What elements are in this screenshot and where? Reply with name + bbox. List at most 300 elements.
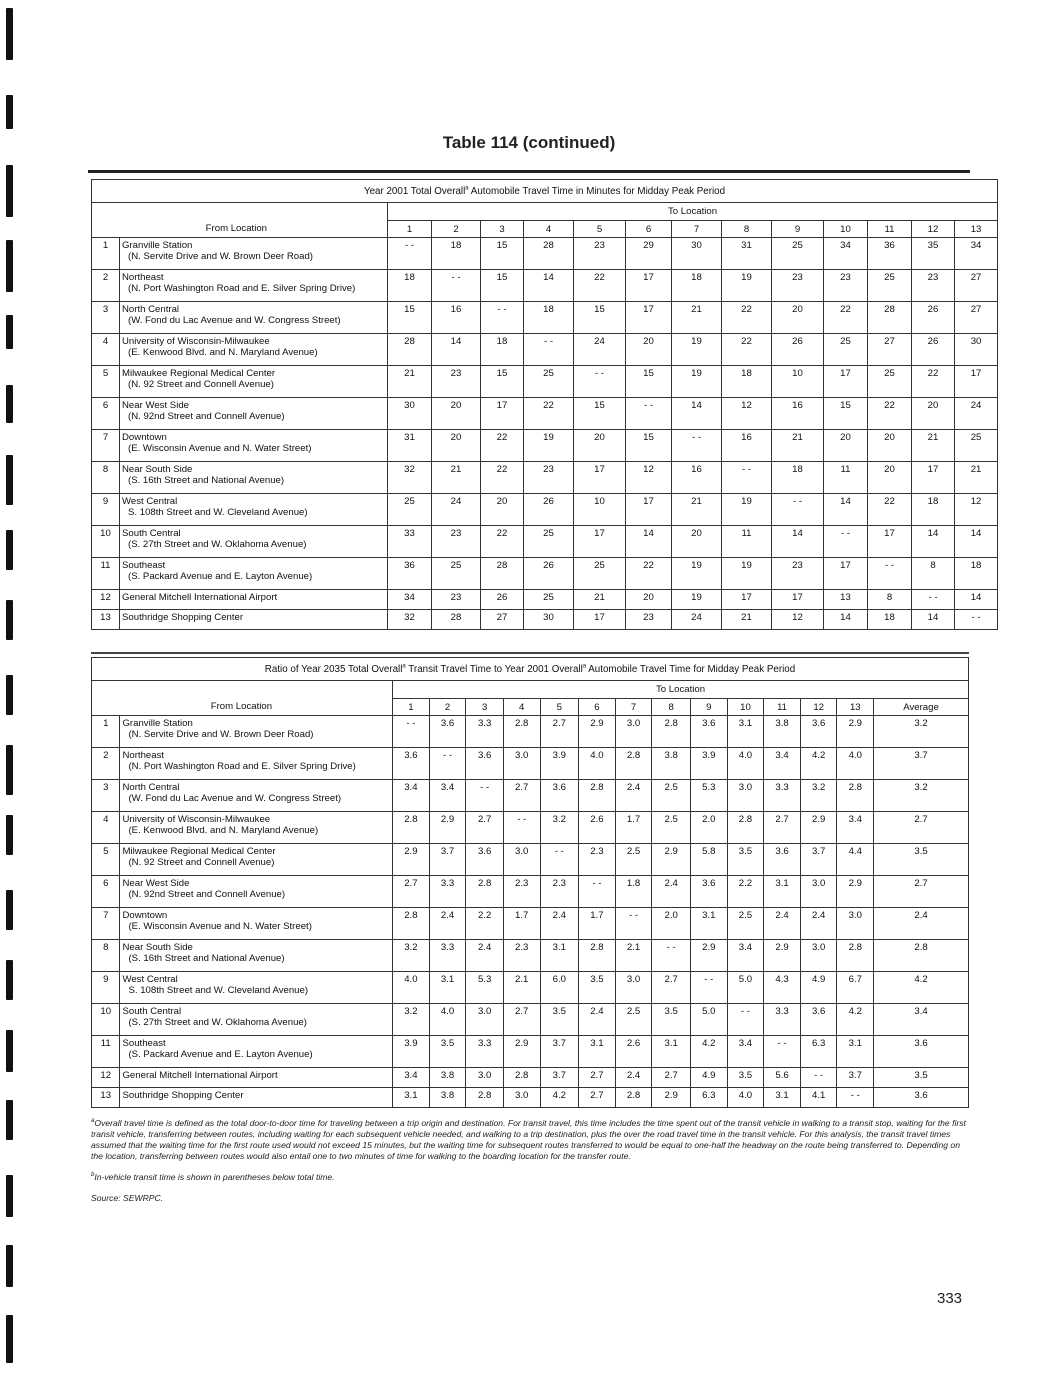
table-row bbox=[92, 590, 998, 610]
value-cell: 25 bbox=[868, 270, 912, 302]
row-number: 13 bbox=[92, 610, 120, 630]
table-row bbox=[92, 1004, 969, 1036]
value-cell: 3.5 bbox=[727, 1068, 764, 1088]
value-cell: 14 bbox=[772, 526, 824, 558]
value-cell: 10 bbox=[574, 494, 626, 526]
value-cell: 3.4 bbox=[727, 940, 764, 972]
value-cell: 2.1 bbox=[503, 972, 540, 1004]
location-cell bbox=[120, 748, 393, 780]
value-cell: 3.7 bbox=[837, 1068, 874, 1088]
value-cell: 14 bbox=[955, 526, 998, 558]
value-cell: 3.8 bbox=[429, 1068, 466, 1088]
value-cell: 2.8 bbox=[503, 1068, 540, 1088]
value-cell: 24 bbox=[672, 610, 722, 630]
value-cell: 1.8 bbox=[615, 876, 652, 908]
location-address: (S. Packard Avenue and E. Layton Avenue) bbox=[128, 1049, 313, 1060]
row-number: 1 bbox=[92, 238, 120, 270]
value-cell: 18 bbox=[912, 494, 955, 526]
column-header: 5 bbox=[540, 699, 579, 716]
row-number: 6 bbox=[92, 398, 120, 430]
location-cell bbox=[120, 558, 388, 590]
table-row bbox=[92, 494, 998, 526]
value-cell: 4.2 bbox=[540, 1088, 579, 1108]
value-cell: 2.7 bbox=[764, 812, 801, 844]
value-cell: 14 bbox=[912, 526, 955, 558]
footnote-a: $^a$Overall travel time is defined as the total door-to-door time for traveling between a trip origin and destination. For transit travel, this time includes the time spent out of the transit vehicle in walking to a transit stop, waiting for the first transit vehicle, transferring between routes, including waiting for each subsequent vehicle needed, and walking to a trip destination, plus the over the road travel time in the transit vehicle. For this analysis, the transit travel times assumed that the waiting time for the first route used would not exceed 15 minutes, but the waiting time for subsequent routes transferred to would be equal to one-half the headway on the route being transferred to. Depending on the location, transferring between routes would also entail one to two minutes of time for walking to the boarding location for the transfer route. bbox=[91, 1118, 966, 1161]
value-cell: 3.3 bbox=[466, 1036, 504, 1068]
value-cell: - - bbox=[955, 610, 998, 630]
location-cell bbox=[120, 1068, 393, 1088]
value-cell: 4.9 bbox=[691, 1068, 728, 1088]
value-cell: - - bbox=[393, 716, 430, 748]
row-number: 8 bbox=[92, 462, 120, 494]
value-cell: 36 bbox=[388, 558, 432, 590]
value-cell: 25 bbox=[524, 526, 574, 558]
value-cell: 2.9 bbox=[800, 812, 837, 844]
value-cell: 2.4 bbox=[540, 908, 579, 940]
row-number: 3 bbox=[92, 302, 120, 334]
column-header: 3 bbox=[466, 699, 504, 716]
location-name: Northeast bbox=[122, 272, 164, 283]
value-cell: 3.4 bbox=[727, 1036, 764, 1068]
value-cell: 21 bbox=[722, 610, 772, 630]
row-number: 2 bbox=[92, 748, 120, 780]
value-cell: - - bbox=[615, 908, 652, 940]
value-cell: 6.0 bbox=[540, 972, 579, 1004]
value-cell: 5.0 bbox=[727, 972, 764, 1004]
value-cell: 27 bbox=[955, 302, 998, 334]
value-cell: 10 bbox=[772, 366, 824, 398]
value-cell: 26 bbox=[912, 302, 955, 334]
value-cell: 14 bbox=[432, 334, 481, 366]
table-row bbox=[92, 398, 998, 430]
value-cell: 3.6 bbox=[429, 716, 466, 748]
value-cell: 3.5 bbox=[874, 844, 969, 876]
value-cell: 27 bbox=[481, 610, 524, 630]
row-number: 4 bbox=[92, 334, 120, 366]
location-name: General Mitchell International Airport bbox=[122, 592, 278, 603]
location-cell bbox=[120, 940, 393, 972]
value-cell: 2.9 bbox=[837, 716, 874, 748]
location-name: University of Wisconsin-Milwaukee bbox=[122, 814, 271, 825]
column-header: 3 bbox=[481, 221, 524, 238]
value-cell: 23 bbox=[772, 270, 824, 302]
value-cell: 3.4 bbox=[837, 812, 874, 844]
value-cell: 2.6 bbox=[579, 812, 616, 844]
row-number: 13 bbox=[92, 1088, 120, 1108]
value-cell: 3.8 bbox=[652, 748, 691, 780]
value-cell: 4.0 bbox=[727, 1088, 764, 1108]
value-cell: - - bbox=[722, 462, 772, 494]
value-cell: 12 bbox=[722, 398, 772, 430]
location-cell bbox=[120, 366, 388, 398]
value-cell: 21 bbox=[672, 494, 722, 526]
location-name: Near South Side bbox=[122, 942, 193, 953]
value-cell: 3.6 bbox=[764, 844, 801, 876]
value-cell: 3.5 bbox=[540, 1004, 579, 1036]
location-address: S. 108th Street and W. Cleveland Avenue) bbox=[128, 985, 309, 996]
value-cell: 17 bbox=[626, 494, 672, 526]
value-cell: 24 bbox=[432, 494, 481, 526]
location-cell bbox=[120, 876, 393, 908]
value-cell: 3.4 bbox=[764, 748, 801, 780]
value-cell: - - bbox=[574, 366, 626, 398]
value-cell: 3.9 bbox=[540, 748, 579, 780]
value-cell: 25 bbox=[524, 366, 574, 398]
value-cell: 3.1 bbox=[691, 908, 728, 940]
value-cell: 21 bbox=[912, 430, 955, 462]
value-cell: 3.2 bbox=[393, 940, 430, 972]
value-cell: 23 bbox=[772, 558, 824, 590]
location-name: Southeast bbox=[122, 560, 166, 571]
row-number: 5 bbox=[92, 366, 120, 398]
table-row bbox=[92, 526, 998, 558]
value-cell: 2.7 bbox=[503, 780, 540, 812]
table-row bbox=[92, 462, 998, 494]
value-cell: 2.9 bbox=[579, 716, 616, 748]
location-address: (E. Kenwood Blvd. and N. Maryland Avenue) bbox=[128, 825, 319, 836]
value-cell: 18 bbox=[672, 270, 722, 302]
location-cell bbox=[120, 462, 388, 494]
value-cell: 2.1 bbox=[615, 940, 652, 972]
value-cell: 26 bbox=[772, 334, 824, 366]
value-cell: 3.1 bbox=[393, 1088, 430, 1108]
value-cell: 3.0 bbox=[503, 844, 540, 876]
value-cell: 17 bbox=[626, 270, 672, 302]
value-cell: 34 bbox=[824, 238, 868, 270]
value-cell: 2.4 bbox=[429, 908, 466, 940]
location-name: Near South Side bbox=[122, 464, 193, 475]
location-name: West Central bbox=[122, 496, 178, 507]
value-cell: 4.2 bbox=[800, 748, 837, 780]
table-row bbox=[92, 940, 969, 972]
value-cell: 2.5 bbox=[652, 812, 691, 844]
location-cell bbox=[120, 1004, 393, 1036]
value-cell: 3.1 bbox=[727, 716, 764, 748]
table-row bbox=[92, 780, 969, 812]
value-cell: 13 bbox=[824, 590, 868, 610]
value-cell: 2.8 bbox=[466, 876, 504, 908]
value-cell: 2.3 bbox=[540, 876, 579, 908]
value-cell: 3.7 bbox=[540, 1036, 579, 1068]
value-cell: 2.4 bbox=[652, 876, 691, 908]
value-cell: 23 bbox=[432, 366, 481, 398]
value-cell: 3.0 bbox=[800, 940, 837, 972]
value-cell: 3.6 bbox=[691, 876, 728, 908]
table2-to-location: To Location bbox=[393, 681, 969, 699]
location-cell bbox=[120, 334, 388, 366]
value-cell: 17 bbox=[574, 610, 626, 630]
value-cell: 5.3 bbox=[466, 972, 504, 1004]
value-cell: 3.0 bbox=[466, 1004, 504, 1036]
value-cell: 19 bbox=[672, 366, 722, 398]
value-cell: 20 bbox=[432, 430, 481, 462]
value-cell: 23 bbox=[432, 526, 481, 558]
value-cell: - - bbox=[912, 590, 955, 610]
transit-ratio-table bbox=[91, 657, 969, 1108]
value-cell: 3.3 bbox=[429, 940, 466, 972]
value-cell: 21 bbox=[672, 302, 722, 334]
value-cell: 15 bbox=[481, 238, 524, 270]
value-cell: 3.2 bbox=[874, 780, 969, 812]
value-cell: 24 bbox=[574, 334, 626, 366]
value-cell: 15 bbox=[824, 398, 868, 430]
location-cell bbox=[120, 526, 388, 558]
table-row bbox=[92, 876, 969, 908]
value-cell: 28 bbox=[481, 558, 524, 590]
value-cell: 16 bbox=[672, 462, 722, 494]
value-cell: 3.8 bbox=[764, 716, 801, 748]
value-cell: 4.9 bbox=[800, 972, 837, 1004]
value-cell: 2.8 bbox=[874, 940, 969, 972]
location-name: Northeast bbox=[122, 750, 165, 761]
column-header: 4 bbox=[524, 221, 574, 238]
column-header: 12 bbox=[800, 699, 837, 716]
value-cell: 22 bbox=[722, 302, 772, 334]
value-cell: 3.4 bbox=[874, 1004, 969, 1036]
location-address: (N. 92 Street and Connell Avenue) bbox=[128, 857, 275, 868]
value-cell: 30 bbox=[524, 610, 574, 630]
location-cell bbox=[120, 270, 388, 302]
location-address: (N. 92 Street and Connell Avenue) bbox=[128, 379, 274, 390]
location-cell bbox=[120, 908, 393, 940]
value-cell: 17 bbox=[824, 558, 868, 590]
value-cell: 21 bbox=[574, 590, 626, 610]
value-cell: 12 bbox=[626, 462, 672, 494]
location-cell bbox=[120, 812, 393, 844]
value-cell: 2.7 bbox=[652, 972, 691, 1004]
column-header: 8 bbox=[722, 221, 772, 238]
value-cell: 17 bbox=[481, 398, 524, 430]
value-cell: 17 bbox=[574, 462, 626, 494]
value-cell: 2.5 bbox=[727, 908, 764, 940]
value-cell: 20 bbox=[824, 430, 868, 462]
value-cell: 22 bbox=[481, 430, 524, 462]
value-cell: 18 bbox=[432, 238, 481, 270]
value-cell: 2.4 bbox=[800, 908, 837, 940]
value-cell: 3.7 bbox=[874, 748, 969, 780]
table1-from-location: From Location bbox=[92, 221, 388, 238]
row-number: 6 bbox=[92, 876, 120, 908]
value-cell: 18 bbox=[524, 302, 574, 334]
column-header: 7 bbox=[615, 699, 652, 716]
value-cell: 2.3 bbox=[579, 844, 616, 876]
value-cell: 2.3 bbox=[503, 940, 540, 972]
value-cell: 3.6 bbox=[466, 844, 504, 876]
value-cell: 3.6 bbox=[540, 780, 579, 812]
value-cell: 8 bbox=[912, 558, 955, 590]
value-cell: 2.8 bbox=[837, 780, 874, 812]
value-cell: 3.7 bbox=[429, 844, 466, 876]
value-cell: 19 bbox=[722, 270, 772, 302]
column-header: Average bbox=[874, 699, 969, 716]
row-number: 9 bbox=[92, 494, 120, 526]
location-address: (N. Servite Drive and W. Brown Deer Road) bbox=[128, 251, 314, 262]
row-number: 7 bbox=[92, 430, 120, 462]
location-cell bbox=[120, 302, 388, 334]
location-address: (S. 16th Street and National Avenue) bbox=[128, 953, 285, 964]
value-cell: 12 bbox=[955, 494, 998, 526]
value-cell: 22 bbox=[868, 494, 912, 526]
value-cell: 11 bbox=[722, 526, 772, 558]
value-cell: 23 bbox=[912, 270, 955, 302]
value-cell: - - bbox=[524, 334, 574, 366]
value-cell: 5.0 bbox=[691, 1004, 728, 1036]
value-cell: 14 bbox=[626, 526, 672, 558]
footnote-b: $^b$In-vehicle transit time is shown in parentheses below total time. bbox=[91, 1172, 335, 1182]
value-cell: 15 bbox=[626, 366, 672, 398]
value-cell: 20 bbox=[574, 430, 626, 462]
value-cell: 3.5 bbox=[727, 844, 764, 876]
value-cell: 22 bbox=[481, 462, 524, 494]
location-cell bbox=[120, 430, 388, 462]
value-cell: 21 bbox=[955, 462, 998, 494]
value-cell: 2.8 bbox=[579, 940, 616, 972]
location-cell bbox=[120, 780, 393, 812]
location-name: Downtown bbox=[122, 432, 167, 443]
value-cell: 2.9 bbox=[652, 1088, 691, 1108]
value-cell: 28 bbox=[868, 302, 912, 334]
column-header: 13 bbox=[955, 221, 998, 238]
value-cell: 3.4 bbox=[393, 780, 430, 812]
location-address: (W. Fond du Lac Avenue and W. Congress Street) bbox=[128, 315, 341, 326]
value-cell: 3.0 bbox=[727, 780, 764, 812]
value-cell: 23 bbox=[432, 590, 481, 610]
value-cell: 15 bbox=[626, 430, 672, 462]
value-cell: 20 bbox=[868, 430, 912, 462]
value-cell: 31 bbox=[722, 238, 772, 270]
value-cell: - - bbox=[868, 558, 912, 590]
value-cell: 34 bbox=[388, 590, 432, 610]
row-number: 11 bbox=[92, 1036, 120, 1068]
location-address: (S. 16th Street and National Avenue) bbox=[128, 475, 285, 486]
value-cell: - - bbox=[626, 398, 672, 430]
value-cell: 14 bbox=[672, 398, 722, 430]
value-cell: 3.9 bbox=[691, 748, 728, 780]
value-cell: 3.2 bbox=[874, 716, 969, 748]
value-cell: 20 bbox=[868, 462, 912, 494]
value-cell: 2.8 bbox=[615, 748, 652, 780]
value-cell: 23 bbox=[824, 270, 868, 302]
value-cell: 2.4 bbox=[466, 940, 504, 972]
row-number: 8 bbox=[92, 940, 120, 972]
value-cell: 6.7 bbox=[837, 972, 874, 1004]
value-cell: 31 bbox=[388, 430, 432, 462]
row-number: 12 bbox=[92, 590, 120, 610]
value-cell: 3.4 bbox=[429, 780, 466, 812]
value-cell: 3.5 bbox=[652, 1004, 691, 1036]
value-cell: 25 bbox=[955, 430, 998, 462]
value-cell: 2.7 bbox=[466, 812, 504, 844]
location-name: Milwaukee Regional Medical Center bbox=[122, 368, 276, 379]
value-cell: 2.8 bbox=[652, 716, 691, 748]
value-cell: 3.2 bbox=[540, 812, 579, 844]
table1-caption: Year 2001 Total Overall$^a$ Automobile Travel Time in Minutes for Midday Peak Period bbox=[92, 180, 998, 203]
value-cell: 4.0 bbox=[429, 1004, 466, 1036]
value-cell: 17 bbox=[955, 366, 998, 398]
value-cell: 18 bbox=[481, 334, 524, 366]
value-cell: 2.6 bbox=[615, 1036, 652, 1068]
value-cell: 26 bbox=[912, 334, 955, 366]
value-cell: 22 bbox=[481, 526, 524, 558]
value-cell: 25 bbox=[524, 590, 574, 610]
value-cell: 21 bbox=[432, 462, 481, 494]
value-cell: 2.7 bbox=[579, 1088, 616, 1108]
value-cell: 3.6 bbox=[393, 748, 430, 780]
value-cell: 3.0 bbox=[466, 1068, 504, 1088]
location-name: General Mitchell International Airport bbox=[122, 1070, 278, 1081]
value-cell: 27 bbox=[955, 270, 998, 302]
footnotes bbox=[91, 1118, 969, 1214]
column-header: 10 bbox=[727, 699, 764, 716]
column-header: 1 bbox=[388, 221, 432, 238]
value-cell: 2.2 bbox=[466, 908, 504, 940]
value-cell: 22 bbox=[868, 398, 912, 430]
table-row bbox=[92, 716, 969, 748]
value-cell: 8 bbox=[868, 590, 912, 610]
value-cell: 2.9 bbox=[393, 844, 430, 876]
value-cell: 22 bbox=[626, 558, 672, 590]
row-number: 10 bbox=[92, 526, 120, 558]
location-address: (W. Fond du Lac Avenue and W. Congress Street) bbox=[128, 793, 342, 804]
table-row bbox=[92, 812, 969, 844]
value-cell: 16 bbox=[772, 398, 824, 430]
value-cell: 32 bbox=[388, 610, 432, 630]
value-cell: 3.6 bbox=[874, 1088, 969, 1108]
value-cell: 3.5 bbox=[579, 972, 616, 1004]
location-name: North Central bbox=[122, 782, 180, 793]
location-address: (S. 27th Street and W. Oklahoma Avenue) bbox=[128, 539, 307, 550]
table2-from-location: From Location bbox=[92, 699, 393, 716]
value-cell: 19 bbox=[672, 558, 722, 590]
value-cell: 14 bbox=[912, 610, 955, 630]
value-cell: 2.4 bbox=[615, 1068, 652, 1088]
value-cell: 19 bbox=[722, 494, 772, 526]
value-cell: 2.4 bbox=[579, 1004, 616, 1036]
value-cell: 18 bbox=[868, 610, 912, 630]
value-cell: 26 bbox=[524, 494, 574, 526]
title-rule bbox=[88, 170, 970, 173]
value-cell: 3.3 bbox=[764, 1004, 801, 1036]
value-cell: 23 bbox=[626, 610, 672, 630]
row-number: 2 bbox=[92, 270, 120, 302]
value-cell: 24 bbox=[955, 398, 998, 430]
value-cell: 20 bbox=[672, 526, 722, 558]
column-header: 9 bbox=[772, 221, 824, 238]
value-cell: 2.0 bbox=[691, 812, 728, 844]
value-cell: 3.2 bbox=[800, 780, 837, 812]
value-cell: - - bbox=[727, 1004, 764, 1036]
value-cell: 2.9 bbox=[429, 812, 466, 844]
value-cell: 15 bbox=[574, 302, 626, 334]
value-cell: 28 bbox=[524, 238, 574, 270]
value-cell: 3.7 bbox=[540, 1068, 579, 1088]
value-cell: 25 bbox=[432, 558, 481, 590]
value-cell: 26 bbox=[524, 558, 574, 590]
location-name: Near West Side bbox=[122, 400, 190, 411]
location-cell bbox=[120, 716, 393, 748]
value-cell: 20 bbox=[772, 302, 824, 334]
value-cell: 2.9 bbox=[691, 940, 728, 972]
value-cell: 12 bbox=[772, 610, 824, 630]
value-cell: - - bbox=[800, 1068, 837, 1088]
value-cell: 23 bbox=[524, 462, 574, 494]
value-cell: 1.7 bbox=[579, 908, 616, 940]
value-cell: 1.7 bbox=[615, 812, 652, 844]
value-cell: 2.2 bbox=[727, 876, 764, 908]
value-cell: 19 bbox=[524, 430, 574, 462]
value-cell: 22 bbox=[824, 302, 868, 334]
